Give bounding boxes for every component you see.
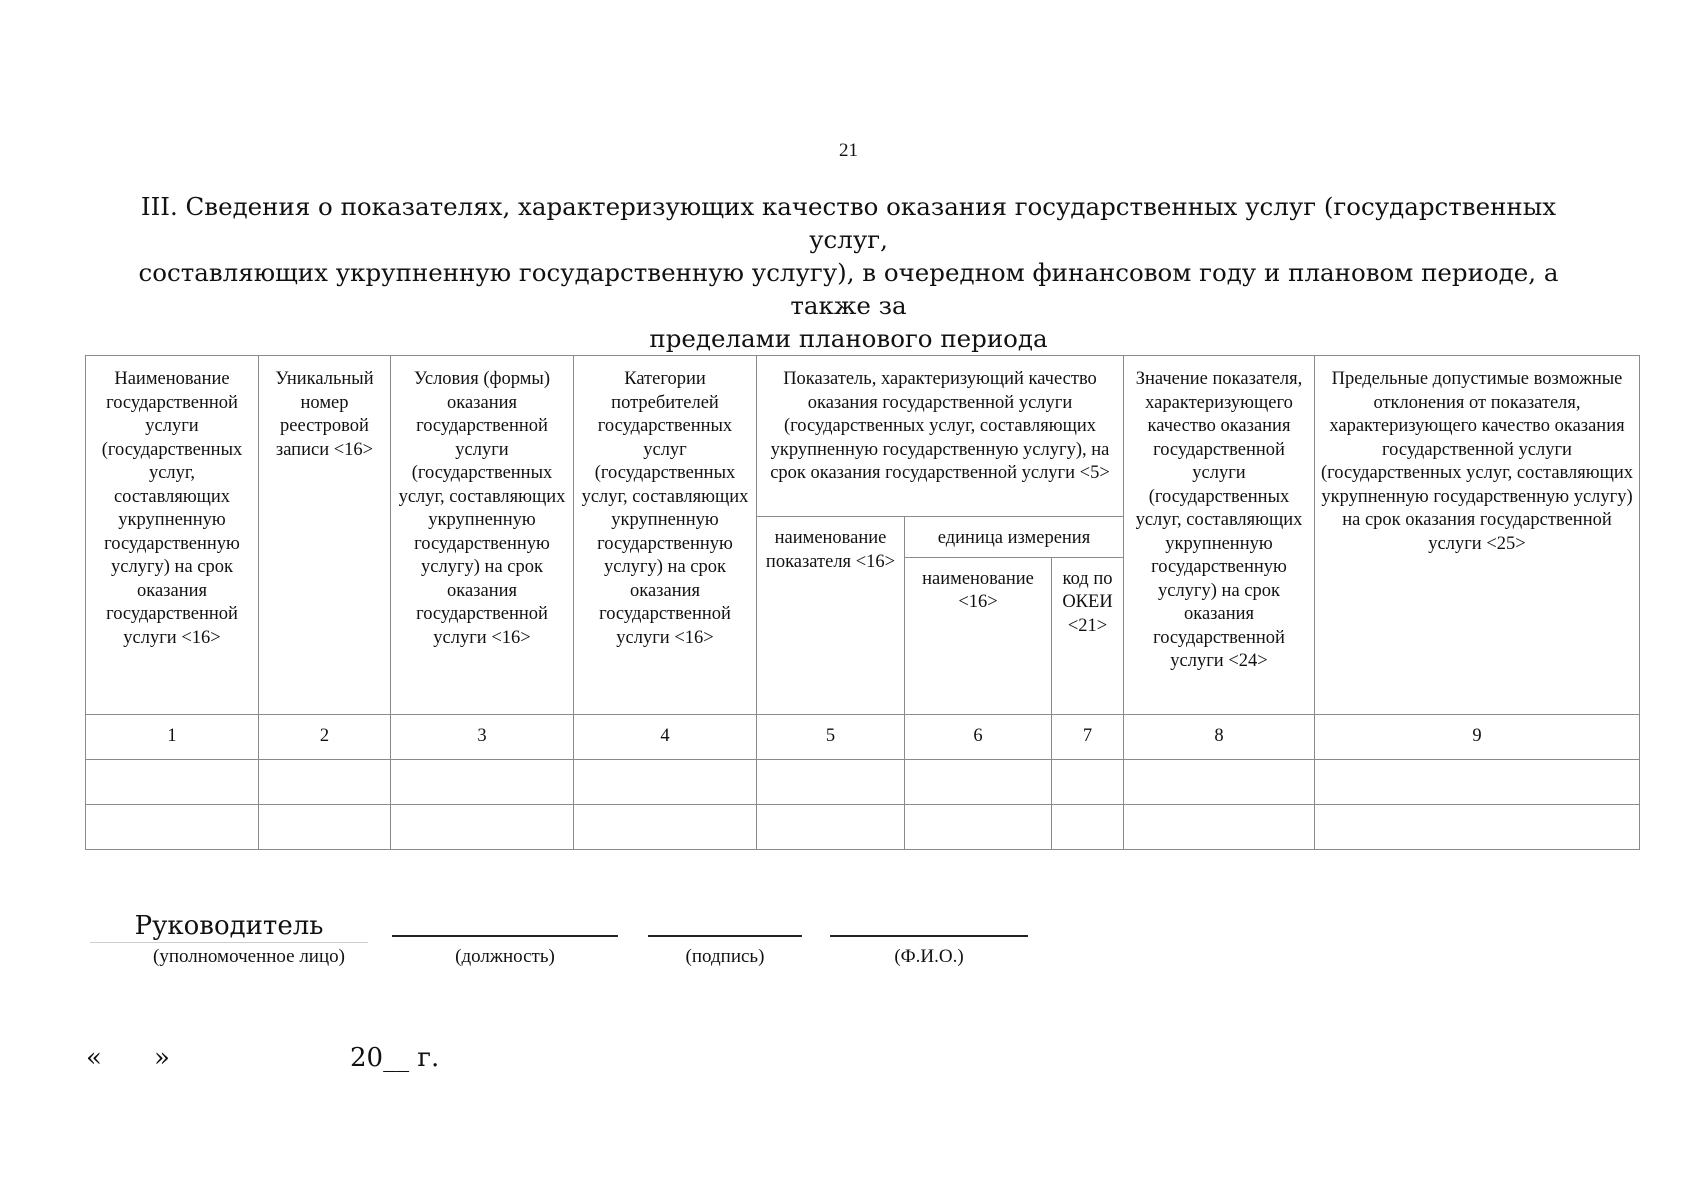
header-unit-group: единица измерения (905, 517, 1124, 558)
header-consumer-categories: Категории потребителей государственных услуг (государственных услуг, составляющих укрупненную государственную услугу) на срок оказания государственной услуги <16> (574, 356, 757, 715)
table-cell[interactable] (1315, 759, 1640, 804)
table-cell[interactable] (86, 804, 259, 849)
section-title (100, 190, 1597, 355)
column-number-row (86, 714, 1640, 759)
header-service-name: Наименование государственной услуги (государственных услуг, составляющих укрупненную государственную услугу) на срок оказания государственной услуги <16> (86, 356, 259, 715)
quality-indicators-table (85, 355, 1640, 850)
header-service-conditions: Условия (формы) оказания государственной услуги (государственных услуг, составляющих укрупненную государственную услугу) на срок оказания государственной услуги <16> (391, 356, 574, 715)
section-title-line-2: составляющих укрупненную государственную услугу), в очередном финансовом году и плановом периоде, а также за (138, 258, 1559, 320)
date-close-quote: » (154, 1043, 170, 1073)
caption-position: (должность) (455, 946, 555, 967)
column-number: 5 (757, 714, 905, 759)
table-cell[interactable] (1124, 804, 1315, 849)
column-number: 9 (1315, 714, 1640, 759)
table-cell[interactable] (391, 759, 574, 804)
table-row (86, 804, 1640, 849)
table-cell[interactable] (574, 804, 757, 849)
header-okei-code: код по ОКЕИ <21> (1052, 557, 1124, 714)
date-year: 20__ г. (350, 1043, 440, 1073)
signature-block (0, 906, 1697, 966)
table-cell[interactable] (905, 759, 1052, 804)
section-title-line-3: пределами планового периода (649, 324, 1048, 353)
caption-signature: (подпись) (685, 946, 765, 967)
position-line[interactable] (392, 935, 618, 937)
column-number: 6 (905, 714, 1052, 759)
table-row (86, 759, 1640, 804)
column-number: 4 (574, 714, 757, 759)
header-indicator-value: Значение показателя, характеризующего качество оказания государственной услуги (государственных услуг, составляющих укрупненную государственную услугу) на срок оказания государственной услуги <24> (1124, 356, 1315, 715)
header-unit-name: наименование <16> (905, 557, 1052, 714)
date-open-quote: « (86, 1043, 102, 1073)
caption-full-name: (Ф.И.О.) (894, 946, 964, 967)
table-cell[interactable] (757, 759, 905, 804)
table-cell[interactable] (1052, 759, 1124, 804)
section-title-line-1: III. Сведения о показателях, характеризующих качество оказания государственных услуг (государственных услуг, (140, 192, 1557, 254)
column-number: 1 (86, 714, 259, 759)
signature-line[interactable] (648, 935, 802, 937)
table-cell[interactable] (259, 804, 391, 849)
table-cell[interactable] (391, 804, 574, 849)
table-cell[interactable] (1052, 804, 1124, 849)
header-registry-number: Уникальный номер реестровой записи <16> (259, 356, 391, 715)
column-number: 2 (259, 714, 391, 759)
header-quality-indicator-group: Показатель, характеризующий качество оказания государственной услуги (государственных услуг, составляющих укрупненную государственную услугу), на срок оказания государственной услуги <5> (757, 356, 1124, 517)
full-name-line[interactable] (830, 935, 1028, 937)
header-allowed-deviations: Предельные допустимые возможные отклонения от показателя, характеризующего качество оказания государственной услуги (государственных услуг, составляющих укрупненную государственную услугу) на срок оказания государственной услуги <25> (1315, 356, 1640, 715)
table-cell[interactable] (259, 759, 391, 804)
table-cell[interactable] (86, 759, 259, 804)
signature-title: Руководитель (90, 910, 368, 943)
table-cell[interactable] (1315, 804, 1640, 849)
column-number: 8 (1124, 714, 1315, 759)
page-number: 21 (839, 140, 858, 161)
header-indicator-name: наименование показателя <16> (757, 517, 905, 715)
column-number: 7 (1052, 714, 1124, 759)
table-cell[interactable] (1124, 759, 1315, 804)
column-number: 3 (391, 714, 574, 759)
table-cell[interactable] (905, 804, 1052, 849)
table-cell[interactable] (574, 759, 757, 804)
caption-authorized-person: (уполномоченное лицо) (153, 946, 345, 967)
table-cell[interactable] (757, 804, 905, 849)
